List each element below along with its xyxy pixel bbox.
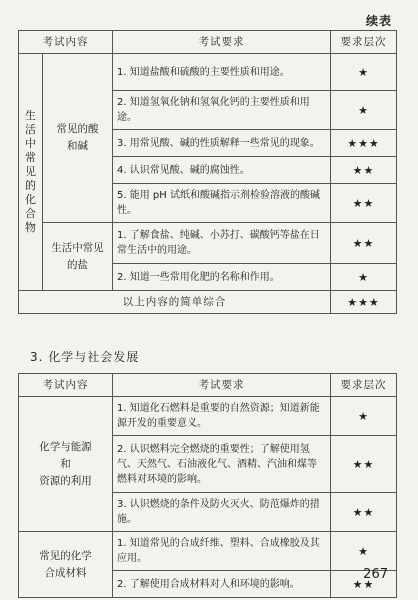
summary-text: 以上内容的简单综合 bbox=[19, 291, 331, 314]
level-cell: ★ bbox=[331, 91, 397, 130]
requirement-cell: 2. 知道一些常用化肥的名称和作用。 bbox=[113, 264, 331, 291]
requirements-table-compounds bbox=[18, 30, 397, 314]
col-header-level: 要求层次 bbox=[331, 374, 397, 397]
table-row bbox=[19, 532, 397, 571]
page-number: 267 bbox=[363, 567, 388, 582]
requirement-cell: 2. 认识燃料完全燃烧的重要性；了解使用氢气、天然气、石油液化气、酒精、汽油和煤等燃料对环境的影响。 bbox=[113, 436, 331, 493]
col-header-level: 要求层次 bbox=[331, 31, 397, 54]
category-cell: 生 活 中 常 见 的 化 合 物 bbox=[19, 54, 43, 291]
requirement-cell: 1. 知道常见的合成纤维、塑料、合成橡胶及其应用。 bbox=[113, 532, 331, 571]
subcategory-cell: 常见的酸 和碱 bbox=[43, 54, 113, 223]
level-cell: ★ bbox=[331, 264, 397, 291]
col-header-content: 考试内容 bbox=[19, 374, 113, 397]
level-cell: ★ bbox=[331, 54, 397, 91]
level-cell: ★★ bbox=[331, 223, 397, 264]
level-cell: ★★ bbox=[331, 436, 397, 493]
subcategory-cell: 常见的化学 合成材料 bbox=[19, 532, 113, 598]
col-header-content: 考试内容 bbox=[19, 31, 113, 54]
level-cell: ★ bbox=[331, 532, 397, 571]
requirement-cell: 4. 认识常见酸、碱的腐蚀性。 bbox=[113, 157, 331, 184]
table-header-row bbox=[19, 374, 397, 397]
level-cell: ★★ bbox=[331, 493, 397, 532]
level-cell: ★★ bbox=[331, 571, 397, 598]
requirement-cell: 1. 知道盐酸和硫酸的主要性质和用途。 bbox=[113, 54, 331, 91]
level-cell: ★★★ bbox=[331, 130, 397, 157]
requirements-table-society bbox=[18, 373, 397, 598]
col-header-requirement: 考试要求 bbox=[113, 374, 331, 397]
requirement-cell: 5. 能用 pH 试纸和酸碱指示剂检验溶液的酸碱性。 bbox=[113, 184, 331, 223]
table-row bbox=[19, 223, 397, 264]
requirement-cell: 2. 知道氢氧化钠和氢氧化钙的主要性质和用途。 bbox=[113, 91, 331, 130]
section-title: 3. 化学与社会发展 bbox=[30, 350, 140, 364]
level-cell: ★★★ bbox=[331, 291, 397, 314]
requirement-cell: 1. 知道化石燃料是重要的自然资源；知道新能源开发的重要意义。 bbox=[113, 397, 331, 436]
requirement-cell: 2. 了解使用合成材料对人和环境的影响。 bbox=[113, 571, 331, 598]
requirement-cell: 3. 用常见酸、碱的性质解释一些常见的现象。 bbox=[113, 130, 331, 157]
level-cell: ★ bbox=[331, 397, 397, 436]
continued-label: 续表 bbox=[365, 14, 392, 28]
subcategory-cell: 生活中常见 的盐 bbox=[43, 223, 113, 291]
subcategory-cell: 化学与能源 和 资源的利用 bbox=[19, 397, 113, 532]
table-header-row bbox=[19, 31, 397, 54]
summary-row bbox=[19, 291, 397, 314]
level-cell: ★★ bbox=[331, 157, 397, 184]
level-cell: ★★ bbox=[331, 184, 397, 223]
table-row bbox=[19, 54, 397, 91]
table-row bbox=[19, 397, 397, 436]
requirement-cell: 3. 认识燃烧的条件及防火灭火、防范爆炸的措施。 bbox=[113, 493, 331, 532]
col-header-requirement: 考试要求 bbox=[113, 31, 331, 54]
requirement-cell: 1. 了解食盐、纯碱、小苏打、碳酸钙等盐在日常生活中的用途。 bbox=[113, 223, 331, 264]
